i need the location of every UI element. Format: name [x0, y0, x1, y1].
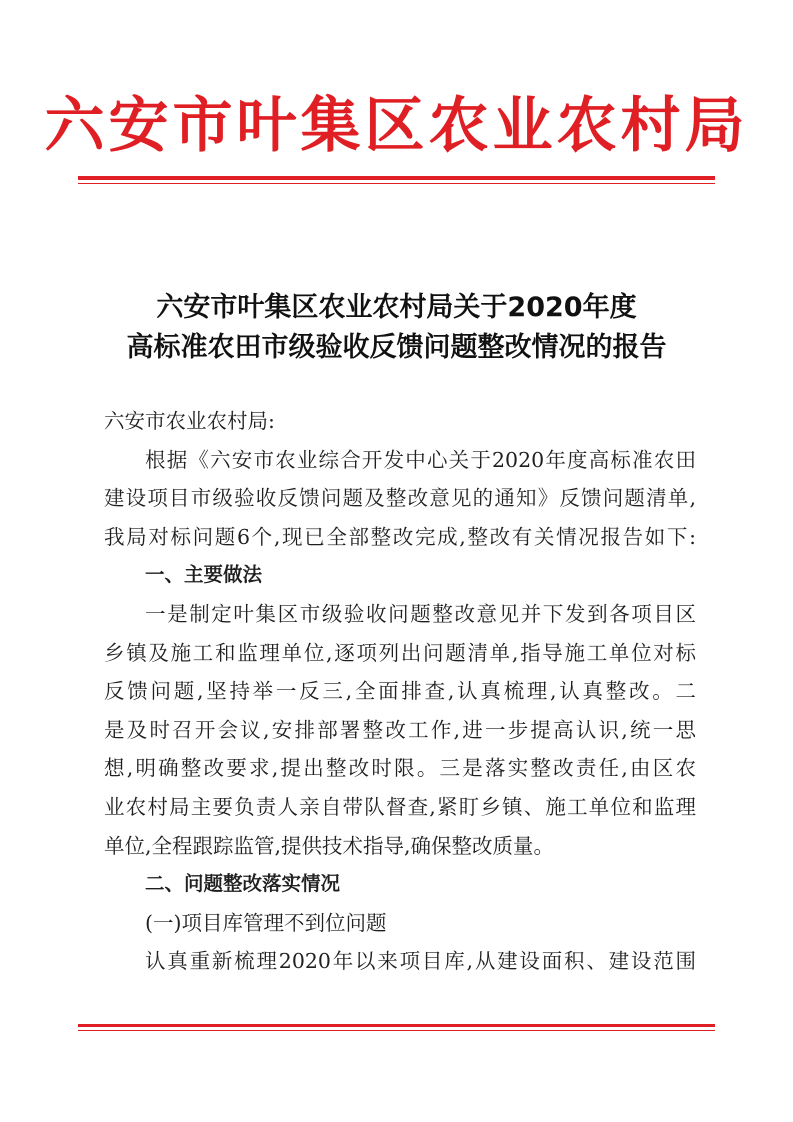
section-heading-main-practices: 一、主要做法	[145, 563, 263, 587]
intro-line-2: 建设项目市级验收反馈问题及整改意见的通知》反馈问题清单,	[104, 486, 696, 511]
paragraph-line: 反馈问题,坚持举一反三,全面排查,认真梳理,认真整改。二	[104, 679, 696, 704]
paragraph-line: 业农村局主要负责人亲自带队督查,紧盯乡镇、施工单位和监理	[104, 794, 696, 819]
letterhead	[0, 90, 793, 162]
intro-line-1: 根据《六安市农业综合开发中心关于2020年度高标准农田	[145, 447, 696, 472]
footer-rule-thin	[78, 1030, 715, 1031]
report-title-line-1: 六安市叶集区农业农村局关于2020年度	[156, 292, 637, 323]
paragraph-line: 认真重新梳理2020年以来项目库,从建设面积、建设范围	[145, 949, 696, 974]
subsection-heading-project-library: (一)项目库管理不到位问题	[145, 910, 387, 935]
footer-rule-thick	[78, 1024, 715, 1027]
section-heading-rectification: 二、问题整改落实情况	[145, 872, 341, 896]
paragraph-line: 一是制定叶集区市级验收问题整改意见并下发到各项目区	[145, 601, 696, 626]
letterhead-rule-thin	[78, 183, 715, 184]
report-title-line-2: 高标准农田市级验收反馈问题整改情况的报告	[126, 332, 667, 363]
paragraph-line: 单位,全程跟踪监管,提供技术指导,确保整改质量。	[104, 833, 555, 858]
letterhead-org-name: 六安市叶集区农业农村局	[44, 91, 749, 161]
intro-line-3: 我局对标问题6个,现已全部整改完成,整改有关情况报告如下:	[104, 524, 696, 549]
letterhead-rule-thick	[78, 176, 715, 180]
paragraph-line: 想,明确整改要求,提出整改时限。三是落实整改责任,由区农	[104, 756, 696, 781]
document-body	[104, 402, 696, 981]
recipient: 六安市农业农村局:	[104, 409, 275, 433]
report-title	[0, 288, 793, 368]
paragraph-line: 是及时召开会议,安排部署整改工作,进一步提高认识,统一思	[104, 717, 696, 742]
paragraph-line: 乡镇及施工和监理单位,逐项列出问题清单,指导施工单位对标	[104, 640, 696, 665]
